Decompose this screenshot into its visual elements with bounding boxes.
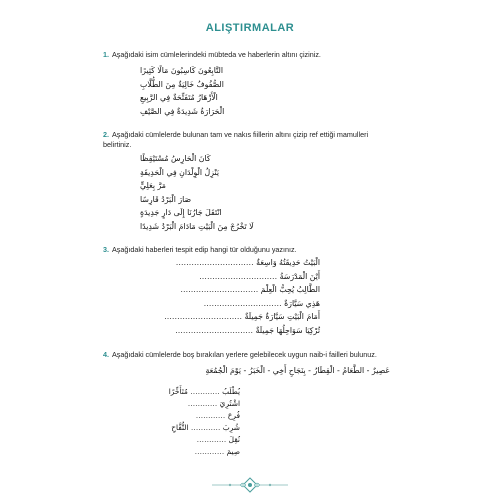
answer-blank[interactable]: ………… <box>190 387 220 396</box>
exercise-2-line: صَارَ الْبَرْدُ قَارِسًا <box>140 194 192 204</box>
ornament-icon <box>210 477 290 493</box>
answer-blank[interactable]: ………………………… <box>175 258 254 267</box>
exercise-3-line <box>130 310 320 324</box>
exercise-2-line: لَا تَخْرُجْ مِنَ الْبَيْتِ مَادَامَ الْبَرْدُ شَدِيدًا <box>140 221 254 231</box>
exercise-1-text: Aşağıdaki isim cümlelerindeki mübteda ve haberlerin altını çiziniz. <box>112 50 321 59</box>
exercise-4-choices: عَصِيرٌ - الطَّعَامُ - الْقِطَارُ - بِنَجَاحِ أَخِي - الْخَبَرُ - يَوْمَ الْجُمُعَةِ <box>205 366 390 375</box>
exercise-1-instruction <box>103 50 388 60</box>
exercise-4-text: Aşağıdaki cümlelerde boş bırakılan yerlere gelebilecek uygun naib-i failleri bulunuz. <box>112 350 377 359</box>
exercise-1-line: الْأَزْهَارُ مُتَفَتِّحَةٌ فِي الرَّبِيعِ <box>140 93 218 103</box>
page-title: ALIŞTIRMALAR <box>205 22 295 34</box>
exercise-2-sentences <box>140 152 320 234</box>
exercise-1-line: الصُّفُوفُ خَالِيَةٌ مِنَ الطُّلَّابِ <box>140 79 224 89</box>
answer-blank[interactable]: ………… <box>195 411 226 420</box>
answer-blank[interactable]: ………… <box>190 423 221 432</box>
answer-blank[interactable]: ………… <box>194 447 225 456</box>
exercise-2-line: يَنْزِلُ الْوِلْدَانِ فِي الْحَدِيقَةِ <box>140 167 220 177</box>
exercise-2-line: انْتَقَلَ جَارُنَا إِلَى دَارٍ جَدِيدَةٍ <box>140 208 222 218</box>
exercise-2-text: Aşağıdaki cümlelerde bulunan tam ve nakıs fiillerin altını çizip ref ettiği mamulleri belirtiniz. <box>103 130 369 149</box>
exercise-4-word: فُرِحَ <box>227 411 240 420</box>
answer-blank[interactable]: ………………………… <box>199 271 278 281</box>
exercise-4-instruction <box>103 350 398 360</box>
exercise-3-sentence: أَمَامَ الْبَيْتِ سَيَّارَةٌ جَمِيلَةٌ <box>244 312 320 322</box>
answer-blank[interactable]: ………………………… <box>203 298 282 308</box>
exercise-3-sentence: هَذِي سَيَّارَةٌ <box>284 298 320 308</box>
answer-blank[interactable]: ………………………… <box>175 325 254 335</box>
exercise-4-line <box>130 422 240 434</box>
exercise-1-sentences <box>140 64 320 118</box>
exercise-3-number: 3. <box>103 245 109 254</box>
exercise-3-sentence: تُرْكِيَا سَوَاحِلُهَا جَمِيلَةٌ <box>255 325 320 335</box>
answer-blank[interactable]: ………………………… <box>164 312 243 322</box>
exercise-3-line <box>130 283 320 297</box>
exercise-4-sentences <box>130 386 240 458</box>
exercise-4-number: 4. <box>103 350 109 359</box>
exercise-4-line <box>130 386 240 398</box>
exercise-1-line: الْحَرَارَةُ شَدِيدَةٌ فِي الصَّيْفِ <box>140 106 225 116</box>
exercise-3-sentence: الطَّالِبُ يُحِبُّ الْعِلْمَ <box>260 285 320 295</box>
exercise-4-word: يُطْلَبُ <box>222 387 240 396</box>
exercise-3-line <box>130 256 320 270</box>
exercise-4-line <box>130 398 240 410</box>
exercise-2-instruction <box>103 130 393 150</box>
answer-blank[interactable]: ………… <box>196 435 227 444</box>
exercise-4-word: نُقِلَ <box>228 435 240 444</box>
exercise-3-sentence: الْبَيْتُ حَدِيقَتُهُ وَاسِعَةٌ <box>256 258 320 267</box>
exercise-1-number: 1. <box>103 50 109 59</box>
exercise-2-line: كَانَ الْحَارِسُ مُسْتَيْقِظًا <box>140 154 211 163</box>
exercise-4-word: التُّفَّاحِ <box>171 423 189 432</box>
exercise-4-line <box>130 446 240 458</box>
exercise-3-line <box>130 297 320 311</box>
exercise-3-sentences <box>130 256 320 338</box>
answer-blank[interactable]: ………… <box>187 399 218 408</box>
exercise-3-line <box>130 324 320 338</box>
exercise-4-word: شُرِبَ <box>222 423 240 432</box>
exercise-2-number: 2. <box>103 130 109 139</box>
exercise-4-word: صِيمَ <box>226 447 240 456</box>
exercise-3-instruction <box>103 245 388 255</box>
exercise-4-line <box>130 434 240 446</box>
exercise-4-line <box>130 410 240 422</box>
exercise-4-word: مُتَأَخِّرًا <box>168 387 188 396</box>
exercise-1-line: التَّابِعُونَ كَاسِبُونَ مَالًا كَثِيرًا <box>140 66 224 75</box>
answer-blank[interactable]: ………………………… <box>180 285 259 295</box>
exercise-2-line: مَرَّ بِعَلِيٍّ <box>140 181 166 191</box>
exercise-3-line <box>130 270 320 284</box>
exercise-3-text: Aşağıdaki haberleri tespit edip hangi tür olduğunu yazınız. <box>112 245 297 254</box>
exercise-3-sentence: أَيْنَ الْمَدْرَسَةُ <box>279 271 320 281</box>
exercise-4-word: اشْتُرِيَ <box>219 399 240 408</box>
